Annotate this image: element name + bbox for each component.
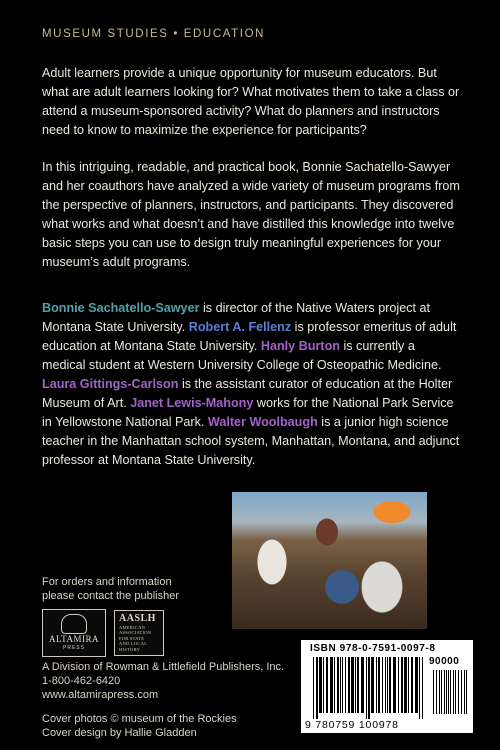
orders-line-1: For orders and information <box>42 576 172 588</box>
barcode-bar <box>387 657 388 713</box>
barcode-bar <box>453 670 454 714</box>
barcode-bar <box>361 657 364 713</box>
barcode-bar <box>466 670 467 714</box>
author-bio-text: is currently a medical student at Western University College of Osteopathic Medicine. <box>42 339 442 372</box>
author-name-fellenz: Robert A. Fellenz <box>188 320 292 334</box>
barcode-bar <box>439 670 440 714</box>
barcode-bar <box>337 657 339 713</box>
barcode-bar <box>376 657 377 713</box>
aaslh-full-name <box>119 625 161 652</box>
barcode-bar <box>419 657 420 719</box>
orders-info <box>42 575 179 603</box>
intro-paragraph: Adult learners provide a unique opportunity for museum educators. But what are adult learners looking for? What motivates them to take a class or attend a museum-sponsored activity? What do planners and instructors need to know to maximize the experience for participants? <box>42 66 460 137</box>
barcode-bar <box>351 657 354 713</box>
barcode-bar <box>404 657 407 713</box>
barcode-bar <box>340 657 341 713</box>
author-name-lewis-mahony: Janet Lewis-Mahony <box>130 396 254 410</box>
barcode-bar <box>371 657 374 713</box>
barcode-bar <box>319 657 322 713</box>
author-name-gittings-carlson: Laura Gittings-Carlson <box>42 377 179 391</box>
barcode-bar <box>446 670 447 714</box>
barcode-bar <box>342 657 343 713</box>
barcode-bar <box>455 670 456 714</box>
barcode-bar <box>448 670 449 714</box>
photo-credit: Cover photos © museum of the Rockies <box>42 713 237 725</box>
cover-photo <box>232 492 427 629</box>
barcode-bar <box>378 657 380 713</box>
author-name-burton: Hanly Burton <box>260 339 340 353</box>
barcode-bar <box>357 657 359 713</box>
barcode-bar <box>393 657 396 713</box>
barcode-bar <box>458 670 459 714</box>
barcode-bar <box>345 657 346 713</box>
altamira-glyph-icon <box>61 614 87 634</box>
author-bios <box>42 299 460 470</box>
barcode-bar <box>461 670 462 714</box>
publisher-info <box>42 660 284 702</box>
aaslh-line: HISTORY <box>119 646 140 652</box>
design-credit: Cover design by Hallie Gladden <box>42 727 197 739</box>
author-bio-text: is a junior high science teacher in the Manhattan school system, Manhattan, Montana, and adjunct professor at Montana State University. <box>42 415 460 467</box>
barcode-bar <box>385 657 386 713</box>
barcode-bar <box>408 657 409 713</box>
aaslh-abbr: AASLH <box>119 613 156 624</box>
publisher-phone: 1-800-462-6420 <box>42 675 121 687</box>
barcode-bar <box>355 657 356 713</box>
ean-number: 9 780759 100978 <box>305 719 399 731</box>
aaslh-logo <box>114 610 164 656</box>
author-name-woolbaugh: Walter Woolbaugh <box>207 415 318 429</box>
description-paragraph: In this intriguing, readable, and practical book, Bonnie Sachatello-Sawyer and her coauthors have analyzed a wide variety of museum programs from the perspective of planners, instructors, and participants. They discovered what works and what doesn’t and have distilled this knowledge into twelve basic steps you can use to design truly meaningful experiences for your museum’s adult programs. <box>42 160 460 269</box>
aaslh-line: AMERICAN <box>119 625 146 630</box>
barcode-bar <box>316 657 318 719</box>
series-line: MUSEUM STUDIES • EDUCATION <box>42 28 266 40</box>
barcode-bar <box>401 657 403 713</box>
publisher-division: A Division of Rowman & Littlefield Publishers, Inc. <box>42 661 285 673</box>
aaslh-line: ASSOCIATION <box>119 630 152 636</box>
author-bio-text: is director of the Native Waters project at Montana State University. <box>42 301 430 334</box>
barcode-bar <box>444 670 445 714</box>
altamira-logo-press: PRESS <box>63 645 85 651</box>
orders-line-2: please contact the publisher <box>42 590 179 602</box>
cover-credits <box>42 712 237 740</box>
altamira-logo-name: ALTAMIRA <box>49 634 99 644</box>
barcode-bar <box>398 657 399 713</box>
ean-barcode <box>313 657 423 719</box>
barcode-bar <box>389 657 391 713</box>
author-name-sachatello-sawyer: Bonnie Sachatello-Sawyer <box>42 301 200 315</box>
author-bio-text: is the assistant curator of education at the Holter Museum of Art. <box>42 377 453 410</box>
price-addon-number: 90000 <box>429 656 460 667</box>
barcode-bar <box>422 657 423 719</box>
author-bio-text: is professor emeritus of adult education at Montana State University. <box>42 320 457 353</box>
addon-barcode <box>433 670 469 720</box>
barcode-bar <box>348 657 350 713</box>
barcode-bar <box>441 670 442 714</box>
barcode-bar <box>366 657 367 719</box>
barcode-bar <box>436 670 437 714</box>
aaslh-line: AND LOCAL <box>119 641 148 647</box>
isbn-label: ISBN 978-0-7591-0097-8 <box>310 643 436 654</box>
barcode-bar <box>433 670 434 714</box>
publisher-website: www.altamirapress.com <box>42 689 159 701</box>
altamira-press-logo <box>42 609 106 657</box>
barcode-bar <box>411 657 413 713</box>
barcode-bar <box>323 657 324 713</box>
barcode-bar <box>313 657 314 719</box>
author-bio-text: works for the National Park Service in Yellowstone National Park. <box>42 396 454 429</box>
barcode-bar <box>330 657 333 713</box>
barcode-bar <box>450 670 451 714</box>
barcode-bar <box>326 657 328 713</box>
barcode-bar <box>334 657 335 713</box>
barcode-panel <box>301 640 473 733</box>
barcode-bar <box>368 657 370 719</box>
aaslh-line: FOR STATE <box>119 635 145 641</box>
barcode-bar <box>415 657 418 713</box>
barcode-bar <box>464 670 465 714</box>
barcode-bar <box>382 657 383 713</box>
